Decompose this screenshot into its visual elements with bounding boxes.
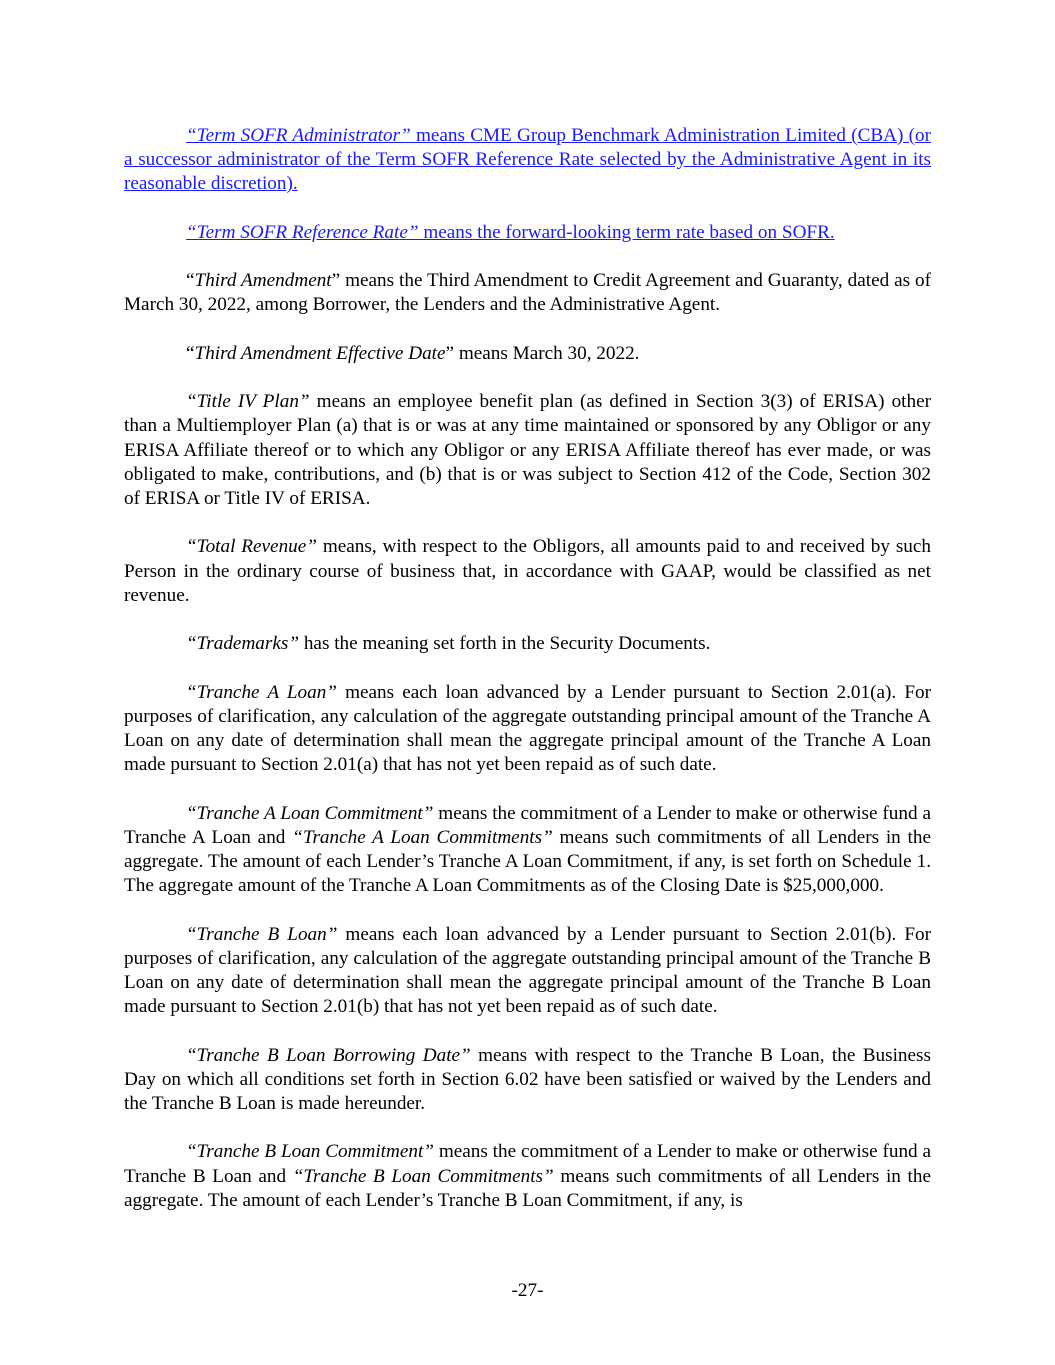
definition-text: ” means March 30, 2022. — [445, 342, 640, 364]
definition-text: ” means the Third Amendment to Credit Agreement and Guaranty, dated as of March 30, 2022, among Borrower, the Lenders and the Administrative Agent. — [124, 270, 931, 316]
defined-term: “Tranche A Loan Commitment” — [186, 802, 434, 824]
defined-term: “Term SOFR Reference Rate” — [186, 221, 419, 243]
defined-term: “Tranche A Loan” — [186, 681, 337, 703]
open-quote: “ — [186, 342, 195, 364]
definition-tranche-b-loan-borrowing-date — [124, 1044, 931, 1117]
definition-third-amendment-effective-date — [124, 342, 931, 366]
definition-term-sofr-administrator — [124, 124, 931, 197]
definition-trademarks — [124, 632, 931, 656]
definition-total-revenue — [124, 535, 931, 608]
definition-tranche-b-loan — [124, 923, 931, 1020]
definition-title-iv-plan — [124, 390, 931, 511]
defined-term: “Trademarks” — [186, 633, 300, 655]
defined-term: “Title IV Plan” — [186, 391, 310, 413]
defined-term: Third Amendment — [194, 270, 332, 292]
defined-term-secondary: “Tranche B Loan Commitments” — [292, 1165, 554, 1187]
definition-tranche-a-loan-commitment — [124, 802, 931, 899]
definition-text-secondary: means such commitments of all Lenders in the aggregate. The amount of each Lender’s Tranche B Loan Commitment, if any, is — [124, 1165, 931, 1211]
definition-text: means CME Group Benchmark Administration Limited (CBA) (or a successor administrator of the Term SOFR Reference Rate selected by the Administrative Agent in its reasonable discretion). — [124, 125, 932, 195]
definition-third-amendment — [124, 269, 931, 317]
definition-term-sofr-reference-rate — [124, 221, 931, 245]
defined-term: “Tranche B Loan Borrowing Date” — [186, 1044, 471, 1066]
definition-text: means with respect to the Tranche B Loan, the Business Day on which all conditions set forth in Section 6.02 have been satisfied or waived by the Lenders and the Tranche B Loan is made hereunder. — [124, 1044, 931, 1114]
definition-tranche-a-loan — [124, 681, 931, 778]
defined-term-secondary: “Tranche A Loan Commitments” — [292, 826, 553, 848]
open-quote: “ — [186, 270, 195, 292]
page-number: -27- — [511, 1280, 544, 1301]
definition-text: means each loan advanced by a Lender pursuant to Section 2.01(a). For purposes of clarification, any calculation of the aggregate outstanding principal amount of the Tranche A Loan on any date of determination shall mean the aggregate principal amount of the Tranche A Loan made pursuant to Section 2.01(a) that has not yet been repaid as of such date. — [124, 681, 931, 776]
defined-term: “Tranche B Loan” — [186, 923, 338, 945]
definition-text-secondary: means such commitments of all Lenders in the aggregate. The amount of each Lender’s Tranche A Loan Commitment, if any, is set forth on Schedule 1. The aggregate amount of the Tranche A Loan Commitments as of the Closing Date is $25,000,000. — [124, 826, 931, 897]
definition-text: means each loan advanced by a Lender pursuant to Section 2.01(b). For purposes of clarification, any calculation of the aggregate outstanding principal amount of the Tranche B Loan on any date of determination shall mean the aggregate principal amount of the Tranche B Loan made pursuant to Section 2.01(b) that has not yet been repaid as of such date. — [124, 923, 931, 1018]
definition-text: means the forward-looking term rate based on SOFR. — [418, 221, 835, 243]
definition-text: means, with respect to the Obligors, all amounts paid to and received by such Person in the ordinary course of business that, in accordance with GAAP, would be classified as net revenue. — [124, 536, 931, 606]
definition-text: has the meaning set forth in the Security Documents. — [299, 633, 711, 655]
definition-text: means the commitment of a Lender to make or otherwise fund a Tranche A Loan and — [124, 802, 931, 848]
document-page — [124, 124, 931, 1237]
defined-term: “Term SOFR Administrator” — [186, 125, 411, 146]
definition-text: means an employee benefit plan (as defined in Section 3(3) of ERISA) other than a Multiemployer Plan (a) that is or was at any time maintained or sponsored by any Obligor or any ERISA Affiliate thereof or to which any Obligor or any ERISA Affiliate thereof has ever made, or was obligated to make, contributions, and (b) that is or was subject to Section 412 of the Code, Section 302 of ERISA or Title IV of ERISA. — [124, 391, 931, 509]
definition-tranche-b-loan-commitment — [124, 1140, 931, 1213]
defined-term: “Total Revenue” — [186, 536, 317, 558]
definition-text: means the commitment of a Lender to make or otherwise fund a Tranche B Loan and — [124, 1141, 931, 1187]
defined-term: Third Amendment Effective Date — [194, 342, 446, 364]
defined-term: “Tranche B Loan Commitment” — [186, 1141, 434, 1163]
